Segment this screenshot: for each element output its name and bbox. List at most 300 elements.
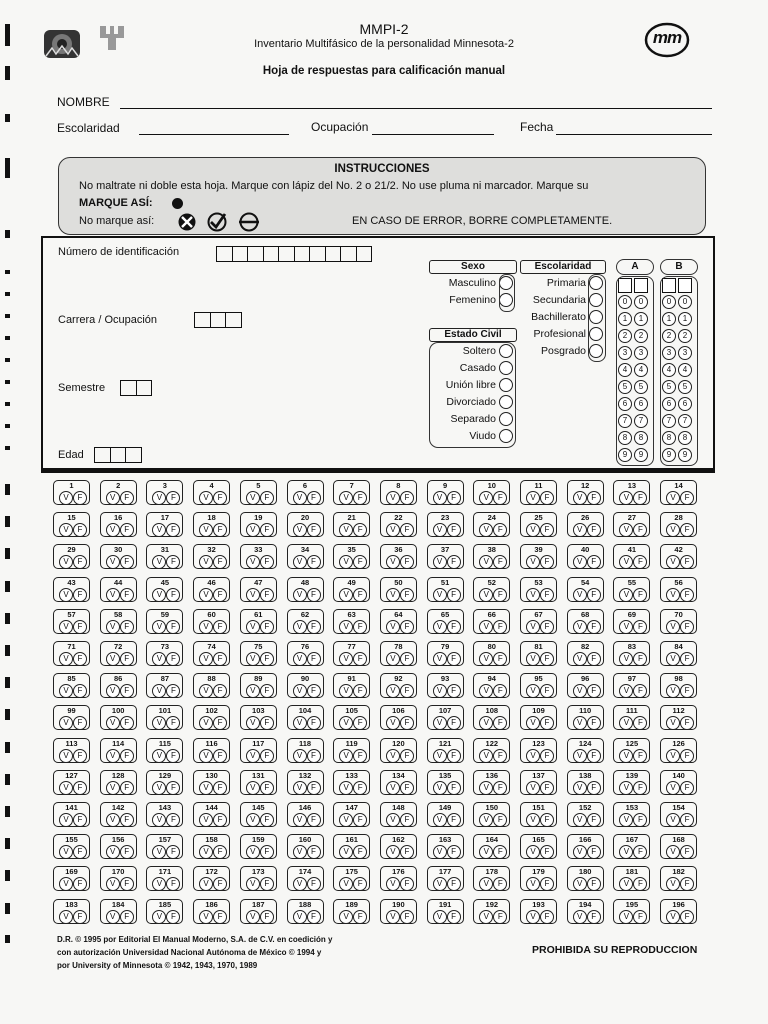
- estado-bubble[interactable]: [499, 361, 513, 375]
- false-bubble[interactable]: F: [353, 652, 367, 666]
- digit-bubble[interactable]: 2: [618, 329, 632, 343]
- true-bubble[interactable]: V: [433, 813, 447, 827]
- true-bubble[interactable]: V: [59, 491, 73, 505]
- false-bubble[interactable]: F: [493, 652, 507, 666]
- false-bubble[interactable]: F: [493, 523, 507, 537]
- true-bubble[interactable]: V: [199, 877, 213, 891]
- false-bubble[interactable]: F: [493, 749, 507, 763]
- false-bubble[interactable]: F: [400, 877, 414, 891]
- false-bubble[interactable]: F: [166, 910, 180, 924]
- true-bubble[interactable]: V: [573, 588, 587, 602]
- true-bubble[interactable]: V: [199, 684, 213, 698]
- sexo-option-masculino[interactable]: Masculino: [423, 276, 513, 290]
- true-bubble[interactable]: V: [573, 813, 587, 827]
- false-bubble[interactable]: F: [587, 588, 601, 602]
- true-bubble[interactable]: V: [293, 910, 307, 924]
- true-bubble[interactable]: V: [293, 813, 307, 827]
- true-bubble[interactable]: V: [106, 620, 120, 634]
- digit-bubble[interactable]: 9: [634, 448, 648, 462]
- false-bubble[interactable]: F: [587, 491, 601, 505]
- false-bubble[interactable]: F: [587, 620, 601, 634]
- false-bubble[interactable]: F: [213, 845, 227, 859]
- false-bubble[interactable]: F: [166, 781, 180, 795]
- false-bubble[interactable]: F: [166, 877, 180, 891]
- false-bubble[interactable]: F: [120, 749, 134, 763]
- true-bubble[interactable]: V: [433, 716, 447, 730]
- false-bubble[interactable]: F: [260, 749, 274, 763]
- false-bubble[interactable]: F: [213, 652, 227, 666]
- false-bubble[interactable]: F: [587, 781, 601, 795]
- false-bubble[interactable]: F: [73, 749, 87, 763]
- false-bubble[interactable]: F: [166, 813, 180, 827]
- true-bubble[interactable]: V: [666, 491, 680, 505]
- false-bubble[interactable]: F: [540, 588, 554, 602]
- false-bubble[interactable]: F: [260, 684, 274, 698]
- true-bubble[interactable]: V: [339, 523, 353, 537]
- false-bubble[interactable]: F: [400, 813, 414, 827]
- digit-bubble[interactable]: 7: [618, 414, 632, 428]
- false-bubble[interactable]: F: [633, 749, 647, 763]
- false-bubble[interactable]: F: [680, 620, 694, 634]
- false-bubble[interactable]: F: [307, 491, 321, 505]
- true-bubble[interactable]: V: [293, 555, 307, 569]
- true-bubble[interactable]: V: [479, 491, 493, 505]
- false-bubble[interactable]: F: [587, 523, 601, 537]
- false-bubble[interactable]: F: [540, 877, 554, 891]
- true-bubble[interactable]: V: [479, 877, 493, 891]
- true-bubble[interactable]: V: [386, 910, 400, 924]
- true-bubble[interactable]: V: [386, 749, 400, 763]
- false-bubble[interactable]: F: [353, 845, 367, 859]
- input-cell[interactable]: [278, 246, 295, 262]
- false-bubble[interactable]: F: [493, 781, 507, 795]
- true-bubble[interactable]: V: [59, 620, 73, 634]
- digit-bubble[interactable]: 0: [678, 295, 692, 309]
- input-cell[interactable]: [120, 380, 137, 396]
- escolaridad-bubble[interactable]: [589, 344, 603, 358]
- true-bubble[interactable]: V: [573, 555, 587, 569]
- digit-bubble[interactable]: 7: [634, 414, 648, 428]
- input-cell[interactable]: [325, 246, 342, 262]
- true-bubble[interactable]: V: [246, 684, 260, 698]
- true-bubble[interactable]: V: [339, 781, 353, 795]
- age-cells[interactable]: [95, 447, 142, 463]
- true-bubble[interactable]: V: [526, 523, 540, 537]
- false-bubble[interactable]: F: [353, 491, 367, 505]
- true-bubble[interactable]: V: [479, 910, 493, 924]
- false-bubble[interactable]: F: [447, 781, 461, 795]
- false-bubble[interactable]: F: [120, 716, 134, 730]
- input-cell[interactable]: [110, 447, 127, 463]
- digit-bubble[interactable]: 3: [618, 346, 632, 360]
- true-bubble[interactable]: V: [152, 620, 166, 634]
- false-bubble[interactable]: F: [447, 749, 461, 763]
- true-bubble[interactable]: V: [59, 652, 73, 666]
- escolaridad-bubble[interactable]: [589, 276, 603, 290]
- false-bubble[interactable]: F: [400, 684, 414, 698]
- true-bubble[interactable]: V: [666, 877, 680, 891]
- true-bubble[interactable]: V: [526, 877, 540, 891]
- false-bubble[interactable]: F: [307, 588, 321, 602]
- digit-bubble[interactable]: 8: [634, 431, 648, 445]
- false-bubble[interactable]: F: [120, 491, 134, 505]
- false-bubble[interactable]: F: [213, 910, 227, 924]
- true-bubble[interactable]: V: [246, 491, 260, 505]
- false-bubble[interactable]: F: [260, 523, 274, 537]
- input-cell[interactable]: [125, 447, 142, 463]
- false-bubble[interactable]: F: [213, 620, 227, 634]
- true-bubble[interactable]: V: [246, 813, 260, 827]
- digit-bubble[interactable]: 1: [678, 312, 692, 326]
- false-bubble[interactable]: F: [120, 620, 134, 634]
- true-bubble[interactable]: V: [479, 555, 493, 569]
- digit-bubble[interactable]: 4: [662, 363, 676, 377]
- true-bubble[interactable]: V: [152, 491, 166, 505]
- false-bubble[interactable]: F: [540, 910, 554, 924]
- false-bubble[interactable]: F: [493, 588, 507, 602]
- false-bubble[interactable]: F: [120, 877, 134, 891]
- true-bubble[interactable]: V: [666, 620, 680, 634]
- true-bubble[interactable]: V: [59, 877, 73, 891]
- false-bubble[interactable]: F: [447, 845, 461, 859]
- false-bubble[interactable]: F: [447, 716, 461, 730]
- input-cell[interactable]: [94, 447, 111, 463]
- false-bubble[interactable]: F: [633, 588, 647, 602]
- false-bubble[interactable]: F: [353, 555, 367, 569]
- digit-bubble[interactable]: 3: [678, 346, 692, 360]
- true-bubble[interactable]: V: [386, 620, 400, 634]
- true-bubble[interactable]: V: [666, 845, 680, 859]
- true-bubble[interactable]: V: [152, 813, 166, 827]
- true-bubble[interactable]: V: [106, 877, 120, 891]
- true-bubble[interactable]: V: [479, 620, 493, 634]
- true-bubble[interactable]: V: [666, 910, 680, 924]
- true-bubble[interactable]: V: [246, 555, 260, 569]
- false-bubble[interactable]: F: [447, 555, 461, 569]
- true-bubble[interactable]: V: [106, 813, 120, 827]
- true-bubble[interactable]: V: [152, 523, 166, 537]
- false-bubble[interactable]: F: [307, 781, 321, 795]
- true-bubble[interactable]: V: [433, 910, 447, 924]
- digit-bubble[interactable]: 5: [678, 380, 692, 394]
- true-bubble[interactable]: V: [246, 845, 260, 859]
- true-bubble[interactable]: V: [479, 749, 493, 763]
- false-bubble[interactable]: F: [73, 781, 87, 795]
- input-cell[interactable]: [225, 312, 242, 328]
- false-bubble[interactable]: F: [400, 781, 414, 795]
- false-bubble[interactable]: F: [260, 620, 274, 634]
- false-bubble[interactable]: F: [680, 716, 694, 730]
- true-bubble[interactable]: V: [59, 749, 73, 763]
- true-bubble[interactable]: V: [433, 749, 447, 763]
- false-bubble[interactable]: F: [587, 684, 601, 698]
- false-bubble[interactable]: F: [307, 749, 321, 763]
- true-bubble[interactable]: V: [573, 910, 587, 924]
- false-bubble[interactable]: F: [353, 620, 367, 634]
- true-bubble[interactable]: V: [479, 813, 493, 827]
- true-bubble[interactable]: V: [479, 716, 493, 730]
- true-bubble[interactable]: V: [59, 684, 73, 698]
- true-bubble[interactable]: V: [573, 845, 587, 859]
- false-bubble[interactable]: F: [680, 749, 694, 763]
- false-bubble[interactable]: F: [540, 684, 554, 698]
- false-bubble[interactable]: F: [680, 813, 694, 827]
- false-bubble[interactable]: F: [680, 781, 694, 795]
- true-bubble[interactable]: V: [433, 555, 447, 569]
- false-bubble[interactable]: F: [633, 684, 647, 698]
- false-bubble[interactable]: F: [493, 555, 507, 569]
- false-bubble[interactable]: F: [213, 684, 227, 698]
- false-bubble[interactable]: F: [73, 845, 87, 859]
- false-bubble[interactable]: F: [213, 716, 227, 730]
- false-bubble[interactable]: F: [166, 749, 180, 763]
- estado-bubble[interactable]: [499, 395, 513, 409]
- id-number-cells[interactable]: [217, 246, 372, 262]
- false-bubble[interactable]: F: [73, 620, 87, 634]
- false-bubble[interactable]: F: [73, 877, 87, 891]
- false-bubble[interactable]: F: [166, 620, 180, 634]
- true-bubble[interactable]: V: [433, 845, 447, 859]
- false-bubble[interactable]: F: [493, 877, 507, 891]
- false-bubble[interactable]: F: [73, 652, 87, 666]
- false-bubble[interactable]: F: [120, 684, 134, 698]
- false-bubble[interactable]: F: [353, 877, 367, 891]
- true-bubble[interactable]: V: [106, 749, 120, 763]
- true-bubble[interactable]: V: [199, 781, 213, 795]
- false-bubble[interactable]: F: [540, 749, 554, 763]
- false-bubble[interactable]: F: [213, 813, 227, 827]
- false-bubble[interactable]: F: [447, 523, 461, 537]
- false-bubble[interactable]: F: [680, 877, 694, 891]
- false-bubble[interactable]: F: [540, 781, 554, 795]
- true-bubble[interactable]: V: [199, 813, 213, 827]
- false-bubble[interactable]: F: [120, 555, 134, 569]
- true-bubble[interactable]: V: [619, 877, 633, 891]
- false-bubble[interactable]: F: [353, 781, 367, 795]
- input-cell[interactable]: [194, 312, 211, 328]
- true-bubble[interactable]: V: [573, 491, 587, 505]
- true-bubble[interactable]: V: [339, 588, 353, 602]
- false-bubble[interactable]: F: [680, 652, 694, 666]
- true-bubble[interactable]: V: [199, 845, 213, 859]
- false-bubble[interactable]: F: [260, 652, 274, 666]
- true-bubble[interactable]: V: [386, 781, 400, 795]
- estado-option[interactable]: Viudo: [423, 429, 513, 443]
- false-bubble[interactable]: F: [447, 491, 461, 505]
- escolaridad-option[interactable]: Posgrado: [509, 344, 603, 358]
- true-bubble[interactable]: V: [479, 845, 493, 859]
- true-bubble[interactable]: V: [199, 588, 213, 602]
- false-bubble[interactable]: F: [400, 716, 414, 730]
- true-bubble[interactable]: V: [59, 523, 73, 537]
- false-bubble[interactable]: F: [73, 491, 87, 505]
- escolaridad-bubble[interactable]: [589, 293, 603, 307]
- false-bubble[interactable]: F: [213, 877, 227, 891]
- true-bubble[interactable]: V: [293, 588, 307, 602]
- false-bubble[interactable]: F: [353, 523, 367, 537]
- true-bubble[interactable]: V: [433, 684, 447, 698]
- true-bubble[interactable]: V: [619, 749, 633, 763]
- true-bubble[interactable]: V: [433, 877, 447, 891]
- true-bubble[interactable]: V: [152, 781, 166, 795]
- true-bubble[interactable]: V: [386, 555, 400, 569]
- digit-bubble[interactable]: 1: [634, 312, 648, 326]
- false-bubble[interactable]: F: [587, 813, 601, 827]
- true-bubble[interactable]: V: [246, 877, 260, 891]
- true-bubble[interactable]: V: [106, 781, 120, 795]
- false-bubble[interactable]: F: [120, 652, 134, 666]
- true-bubble[interactable]: V: [526, 652, 540, 666]
- false-bubble[interactable]: F: [633, 523, 647, 537]
- false-bubble[interactable]: F: [633, 910, 647, 924]
- true-bubble[interactable]: V: [152, 910, 166, 924]
- digit-bubble[interactable]: 9: [618, 448, 632, 462]
- true-bubble[interactable]: V: [246, 652, 260, 666]
- digit-bubble[interactable]: 3: [634, 346, 648, 360]
- false-bubble[interactable]: F: [307, 555, 321, 569]
- true-bubble[interactable]: V: [106, 845, 120, 859]
- true-bubble[interactable]: V: [573, 620, 587, 634]
- false-bubble[interactable]: F: [587, 555, 601, 569]
- false-bubble[interactable]: F: [633, 652, 647, 666]
- false-bubble[interactable]: F: [540, 716, 554, 730]
- true-bubble[interactable]: V: [199, 716, 213, 730]
- false-bubble[interactable]: F: [260, 813, 274, 827]
- true-bubble[interactable]: V: [666, 652, 680, 666]
- escolaridad-field[interactable]: [139, 134, 289, 135]
- true-bubble[interactable]: V: [199, 555, 213, 569]
- false-bubble[interactable]: F: [120, 781, 134, 795]
- digit-bubble[interactable]: 6: [618, 397, 632, 411]
- digit-bubble[interactable]: 5: [662, 380, 676, 394]
- digit-bubble[interactable]: 8: [678, 431, 692, 445]
- true-bubble[interactable]: V: [246, 588, 260, 602]
- true-bubble[interactable]: V: [386, 877, 400, 891]
- true-bubble[interactable]: V: [339, 684, 353, 698]
- digit-bubble[interactable]: 2: [634, 329, 648, 343]
- false-bubble[interactable]: F: [73, 716, 87, 730]
- true-bubble[interactable]: V: [386, 491, 400, 505]
- true-bubble[interactable]: V: [152, 749, 166, 763]
- false-bubble[interactable]: F: [353, 910, 367, 924]
- true-bubble[interactable]: V: [526, 491, 540, 505]
- false-bubble[interactable]: F: [587, 910, 601, 924]
- false-bubble[interactable]: F: [166, 845, 180, 859]
- input-cell[interactable]: [136, 380, 153, 396]
- digit-bubble[interactable]: 4: [678, 363, 692, 377]
- true-bubble[interactable]: V: [619, 781, 633, 795]
- true-bubble[interactable]: V: [433, 781, 447, 795]
- true-bubble[interactable]: V: [339, 491, 353, 505]
- true-bubble[interactable]: V: [339, 620, 353, 634]
- false-bubble[interactable]: F: [680, 491, 694, 505]
- true-bubble[interactable]: V: [666, 523, 680, 537]
- true-bubble[interactable]: V: [433, 523, 447, 537]
- true-bubble[interactable]: V: [619, 620, 633, 634]
- false-bubble[interactable]: F: [353, 813, 367, 827]
- true-bubble[interactable]: V: [386, 716, 400, 730]
- false-bubble[interactable]: F: [120, 588, 134, 602]
- true-bubble[interactable]: V: [106, 588, 120, 602]
- sexo-option-femenino[interactable]: Femenino: [423, 293, 513, 307]
- true-bubble[interactable]: V: [106, 555, 120, 569]
- digit-bubble[interactable]: 0: [662, 295, 676, 309]
- true-bubble[interactable]: V: [106, 910, 120, 924]
- false-bubble[interactable]: F: [493, 716, 507, 730]
- false-bubble[interactable]: F: [447, 684, 461, 698]
- true-bubble[interactable]: V: [293, 845, 307, 859]
- true-bubble[interactable]: V: [666, 716, 680, 730]
- false-bubble[interactable]: F: [307, 523, 321, 537]
- true-bubble[interactable]: V: [246, 781, 260, 795]
- estado-option[interactable]: Separado: [423, 412, 513, 426]
- digit-bubble[interactable]: 9: [678, 448, 692, 462]
- true-bubble[interactable]: V: [293, 523, 307, 537]
- input-cell[interactable]: [309, 246, 326, 262]
- false-bubble[interactable]: F: [633, 813, 647, 827]
- true-bubble[interactable]: V: [666, 781, 680, 795]
- input-cell[interactable]: [356, 246, 373, 262]
- semester-cells[interactable]: [121, 380, 152, 396]
- true-bubble[interactable]: V: [479, 781, 493, 795]
- false-bubble[interactable]: F: [447, 910, 461, 924]
- false-bubble[interactable]: F: [400, 620, 414, 634]
- false-bubble[interactable]: F: [260, 781, 274, 795]
- true-bubble[interactable]: V: [619, 491, 633, 505]
- digit-bubble[interactable]: 1: [662, 312, 676, 326]
- false-bubble[interactable]: F: [447, 588, 461, 602]
- true-bubble[interactable]: V: [666, 813, 680, 827]
- true-bubble[interactable]: V: [573, 749, 587, 763]
- true-bubble[interactable]: V: [386, 684, 400, 698]
- true-bubble[interactable]: V: [433, 491, 447, 505]
- true-bubble[interactable]: V: [526, 716, 540, 730]
- true-bubble[interactable]: V: [526, 749, 540, 763]
- input-cell[interactable]: [216, 246, 233, 262]
- true-bubble[interactable]: V: [526, 620, 540, 634]
- false-bubble[interactable]: F: [400, 588, 414, 602]
- true-bubble[interactable]: V: [59, 845, 73, 859]
- estado-bubble[interactable]: [499, 378, 513, 392]
- true-bubble[interactable]: V: [619, 523, 633, 537]
- true-bubble[interactable]: V: [386, 523, 400, 537]
- digit-bubble[interactable]: 4: [618, 363, 632, 377]
- false-bubble[interactable]: F: [353, 716, 367, 730]
- false-bubble[interactable]: F: [633, 845, 647, 859]
- true-bubble[interactable]: V: [386, 652, 400, 666]
- true-bubble[interactable]: V: [199, 652, 213, 666]
- digit-bubble[interactable]: 8: [618, 431, 632, 445]
- false-bubble[interactable]: F: [680, 845, 694, 859]
- true-bubble[interactable]: V: [479, 652, 493, 666]
- false-bubble[interactable]: F: [493, 491, 507, 505]
- false-bubble[interactable]: F: [73, 684, 87, 698]
- false-bubble[interactable]: F: [680, 588, 694, 602]
- false-bubble[interactable]: F: [680, 555, 694, 569]
- digit-bubble[interactable]: 5: [634, 380, 648, 394]
- false-bubble[interactable]: F: [587, 652, 601, 666]
- false-bubble[interactable]: F: [540, 813, 554, 827]
- false-bubble[interactable]: F: [73, 555, 87, 569]
- digit-bubble[interactable]: 7: [662, 414, 676, 428]
- true-bubble[interactable]: V: [199, 910, 213, 924]
- false-bubble[interactable]: F: [166, 684, 180, 698]
- true-bubble[interactable]: V: [573, 652, 587, 666]
- input-cell[interactable]: [247, 246, 264, 262]
- true-bubble[interactable]: V: [573, 716, 587, 730]
- true-bubble[interactable]: V: [526, 588, 540, 602]
- true-bubble[interactable]: V: [293, 620, 307, 634]
